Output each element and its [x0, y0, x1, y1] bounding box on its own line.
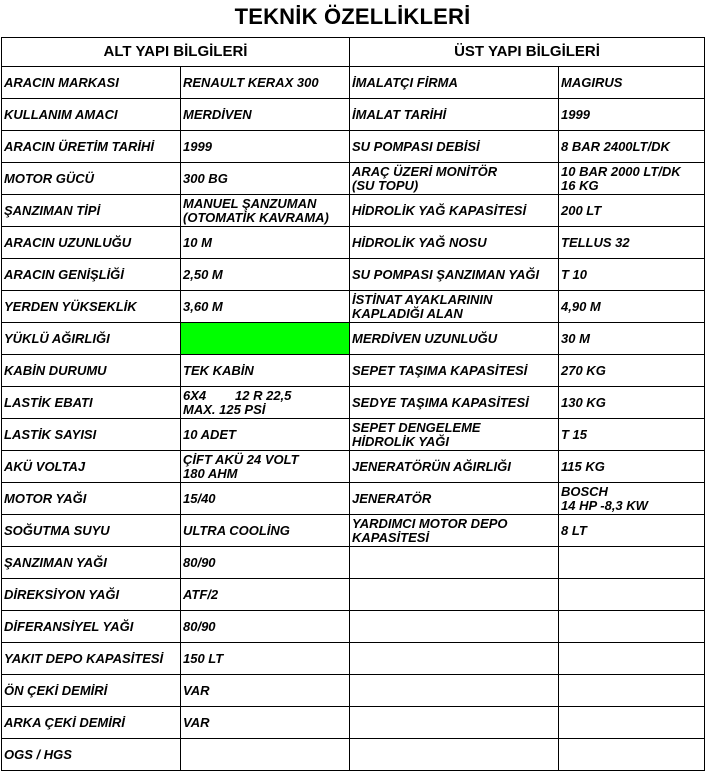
ust-label-cell: SU POMPASI DEBİSİ	[350, 131, 559, 163]
ust-value-cell: 8 BAR 2400LT/DK	[559, 131, 705, 163]
ust-label-cell: ARAÇ ÜZERİ MONİTÖR (SU TOPU)	[350, 163, 559, 195]
alt-label-cell: ARACIN MARKASI	[2, 67, 181, 99]
table-row	[2, 195, 705, 227]
spec-table	[1, 37, 705, 771]
table-row	[2, 707, 705, 739]
alt-value-cell: MANUEL ŞANZUMAN (OTOMATİK KAVRAMA)	[181, 195, 350, 227]
alt-label-cell: DİREKSİYON YAĞI	[2, 579, 181, 611]
ust-value-cell: 130 KG	[559, 387, 705, 419]
alt-value-cell: RENAULT KERAX 300	[181, 67, 350, 99]
ust-label-cell	[350, 579, 559, 611]
alt-label-cell: YERDEN YÜKSEKLİK	[2, 291, 181, 323]
table-row	[2, 291, 705, 323]
ust-label-cell: İSTİNAT AYAKLARININ KAPLADIĞI ALAN	[350, 291, 559, 323]
alt-value-cell: 300 BG	[181, 163, 350, 195]
table-row	[2, 675, 705, 707]
alt-label-cell: ARACIN UZUNLUĞU	[2, 227, 181, 259]
alt-label-cell: SOĞUTMA SUYU	[2, 515, 181, 547]
table-row	[2, 515, 705, 547]
ust-value-cell: MAGIRUS	[559, 67, 705, 99]
ust-label-cell: SU POMPASI ŞANZIMAN YAĞI	[350, 259, 559, 291]
ust-value-cell	[559, 579, 705, 611]
ust-value-cell	[559, 739, 705, 771]
alt-value-cell: 2,50 M	[181, 259, 350, 291]
alt-label-cell: ŞANZIMAN TİPİ	[2, 195, 181, 227]
alt-value-cell: ÇİFT AKÜ 24 VOLT 180 AHM	[181, 451, 350, 483]
table-row	[2, 387, 705, 419]
ust-value-cell: 270 KG	[559, 355, 705, 387]
header-row	[2, 38, 705, 67]
alt-label-cell: AKÜ VOLTAJ	[2, 451, 181, 483]
ust-label-cell	[350, 547, 559, 579]
ust-value-cell	[559, 547, 705, 579]
table-row	[2, 163, 705, 195]
alt-value-cell: VAR	[181, 675, 350, 707]
ust-label-cell: SEDYE TAŞIMA KAPASİTESİ	[350, 387, 559, 419]
ust-value-cell: BOSCH 14 HP -8,3 KW	[559, 483, 705, 515]
table-row	[2, 419, 705, 451]
ust-value-cell: 4,90 M	[559, 291, 705, 323]
ust-value-cell: T 15	[559, 419, 705, 451]
table-row	[2, 99, 705, 131]
ust-label-cell	[350, 739, 559, 771]
table-row	[2, 611, 705, 643]
ust-value-cell: T 10	[559, 259, 705, 291]
alt-label-cell: KULLANIM AMACI	[2, 99, 181, 131]
ust-label-cell: SEPET DENGELEME HİDROLİK YAĞI	[350, 419, 559, 451]
alt-value-cell: TEK KABİN	[181, 355, 350, 387]
ust-label-cell: HİDROLİK YAĞ KAPASİTESİ	[350, 195, 559, 227]
table-row	[2, 579, 705, 611]
alt-label-cell: ŞANZIMAN YAĞI	[2, 547, 181, 579]
ust-value-cell	[559, 707, 705, 739]
alt-label-cell: MOTOR YAĞI	[2, 483, 181, 515]
ust-value-cell: 8 LT	[559, 515, 705, 547]
alt-label-cell: MOTOR GÜCÜ	[2, 163, 181, 195]
ust-label-cell: JENERATÖR	[350, 483, 559, 515]
table-row	[2, 227, 705, 259]
alt-value-cell: 150 LT	[181, 643, 350, 675]
ust-label-cell: HİDROLİK YAĞ NOSU	[350, 227, 559, 259]
ust-value-cell: 115 KG	[559, 451, 705, 483]
ust-value-cell	[559, 643, 705, 675]
ust-value-cell: TELLUS 32	[559, 227, 705, 259]
alt-label-cell: ÖN ÇEKİ DEMİRİ	[2, 675, 181, 707]
ust-label-cell: SEPET TAŞIMA KAPASİTESİ	[350, 355, 559, 387]
alt-value-cell: 6X4 12 R 22,5 MAX. 125 PSİ	[181, 387, 350, 419]
ust-label-cell: İMALATÇI FİRMA	[350, 67, 559, 99]
header-left: ALT YAPI BİLGİLERİ	[2, 38, 350, 67]
highlight-cell	[181, 323, 350, 355]
alt-label-cell: ARKA ÇEKİ DEMİRİ	[2, 707, 181, 739]
alt-label-cell: ARACIN ÜRETİM TARİHİ	[2, 131, 181, 163]
alt-label-cell: YAKIT DEPO KAPASİTESİ	[2, 643, 181, 675]
table-row	[2, 547, 705, 579]
alt-label-cell: LASTİK EBATI	[2, 387, 181, 419]
alt-value-cell: MERDİVEN	[181, 99, 350, 131]
alt-value-cell: 80/90	[181, 547, 350, 579]
ust-label-cell: YARDIMCI MOTOR DEPO KAPASİTESİ	[350, 515, 559, 547]
alt-value-cell: ATF/2	[181, 579, 350, 611]
ust-label-cell	[350, 611, 559, 643]
ust-value-cell: 30 M	[559, 323, 705, 355]
ust-label-cell	[350, 675, 559, 707]
alt-value-cell: 3,60 M	[181, 291, 350, 323]
ust-value-cell	[559, 611, 705, 643]
ust-label-cell: JENERATÖRÜN AĞIRLIĞI	[350, 451, 559, 483]
alt-label-cell: ARACIN GENİŞLİĞİ	[2, 259, 181, 291]
table-row	[2, 259, 705, 291]
alt-label-cell: YÜKLÜ AĞIRLIĞI	[2, 323, 181, 355]
ust-value-cell: 200 LT	[559, 195, 705, 227]
ust-label-cell: MERDİVEN UZUNLUĞU	[350, 323, 559, 355]
table-row	[2, 643, 705, 675]
table-row	[2, 451, 705, 483]
header-right: ÜST YAPI BİLGİLERİ	[350, 38, 705, 67]
alt-label-cell: OGS / HGS	[2, 739, 181, 771]
alt-value-cell: 10 ADET	[181, 419, 350, 451]
alt-value-cell: 1999	[181, 131, 350, 163]
alt-value-cell: 15/40	[181, 483, 350, 515]
alt-value-cell: ULTRA COOLİNG	[181, 515, 350, 547]
ust-value-cell: 1999	[559, 99, 705, 131]
table-row	[2, 131, 705, 163]
alt-label-cell: KABİN DURUMU	[2, 355, 181, 387]
alt-label-cell: LASTİK SAYISI	[2, 419, 181, 451]
table-row	[2, 483, 705, 515]
table-row	[2, 739, 705, 771]
ust-value-cell: 10 BAR 2000 LT/DK 16 KG	[559, 163, 705, 195]
ust-label-cell: İMALAT TARİHİ	[350, 99, 559, 131]
table-row	[2, 67, 705, 99]
alt-value-cell: 10 M	[181, 227, 350, 259]
ust-value-cell	[559, 675, 705, 707]
alt-value-cell: 80/90	[181, 611, 350, 643]
table-row	[2, 355, 705, 387]
ust-label-cell	[350, 643, 559, 675]
table-row	[2, 323, 705, 355]
alt-label-cell: DİFERANSİYEL YAĞI	[2, 611, 181, 643]
alt-value-cell	[181, 739, 350, 771]
page-title: TEKNİK ÖZELLİKLERİ	[234, 4, 471, 29]
alt-value-cell: VAR	[181, 707, 350, 739]
ust-label-cell	[350, 707, 559, 739]
